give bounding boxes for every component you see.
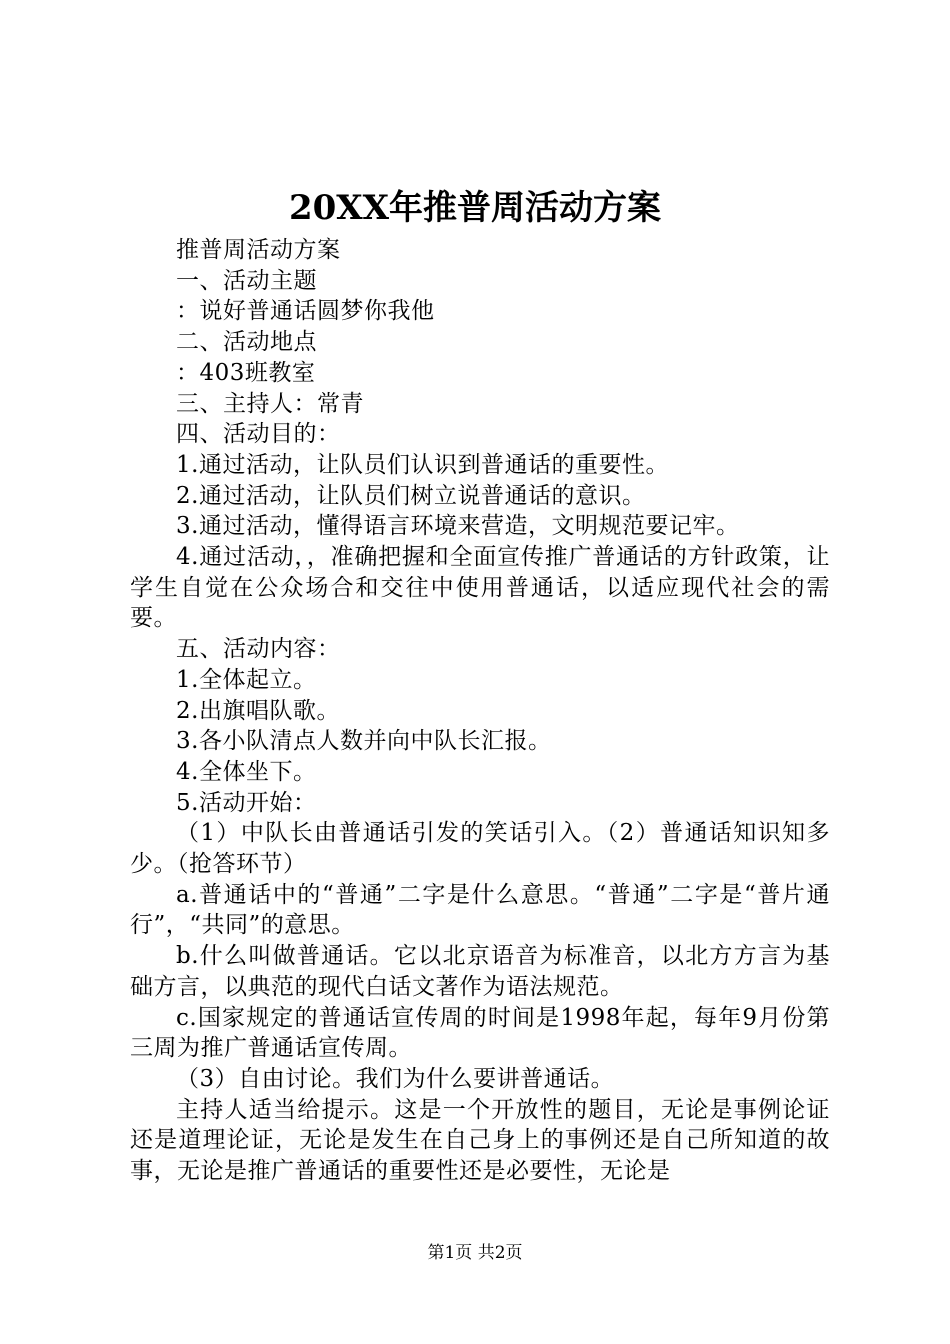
paragraph: 主持人适当给提示。这是一个开放性的题目，无论是事例论证还是道理论证，无论是发生在自己身上的事例还是自己所知道的故事，无论是推广普通话的重要性还是必要性，无论是 (130, 1096, 830, 1185)
paragraph: ：403班教室 (176, 359, 316, 386)
paragraph: 三、主持人：常青 (176, 390, 364, 417)
paragraph: 五、活动内容： (176, 636, 341, 663)
paragraph: 4.通过活动，，准确把握和全面宣传推广普通话的方针政策，让学生自觉在公众场合和交往中使用普通话，以适应现代社会的需要。 (130, 544, 830, 632)
document-title: 20XX年推普周活动方案 (288, 188, 662, 228)
paragraph: 3.各小队清点人数并向中队长汇报。 (176, 728, 552, 755)
paragraph: 四、活动目的： (176, 421, 341, 448)
paragraph: 推普周活动方案 (176, 237, 341, 263)
paragraph: ：说好普通话圆梦你我他 (176, 298, 435, 325)
paragraph: 二、活动地点 (176, 329, 317, 356)
paragraph: 1.全体起立。 (176, 666, 317, 693)
paragraph: 1.通过活动，让队员们认识到普通话的重要性。 (176, 451, 669, 478)
paragraph: （3）自由讨论。我们为什么要讲普通话。 (176, 1065, 615, 1092)
paragraph: 3.通过活动，懂得语言环境来营造，文明规范要记牢。 (176, 513, 740, 540)
page-footer: 第1页 共2页 (427, 1243, 523, 1263)
paragraph: a.普通话中的“普通”二字是什么意思。“普通”二字是“普片通行”，“共同”的意思。 (130, 881, 830, 939)
paragraph: 5.活动开始： (176, 789, 317, 816)
paragraph: 一、活动主题 (176, 267, 317, 294)
paragraph: （1）中队长由普通话引发的笑话引入。（2）普通话知识知多少。（抢答环节） (130, 820, 830, 878)
paragraph: b.什么叫做普通话。它以北京语音为标准音，以北方方言为基础方言，以典范的现代白话文著作为语法规范。 (130, 943, 830, 1000)
paragraph: 4.全体坐下。 (176, 758, 317, 785)
document-body (130, 235, 830, 1187)
paragraph: c.国家规定的普通话宣传周的时间是1998年起，每年9月份第三周为推广普通话宣传周。 (130, 1004, 830, 1062)
paragraph: 2.出旗唱队歌。 (176, 697, 340, 724)
paragraph: 2.通过活动，让队员们树立说普通话的意识。 (176, 482, 646, 509)
